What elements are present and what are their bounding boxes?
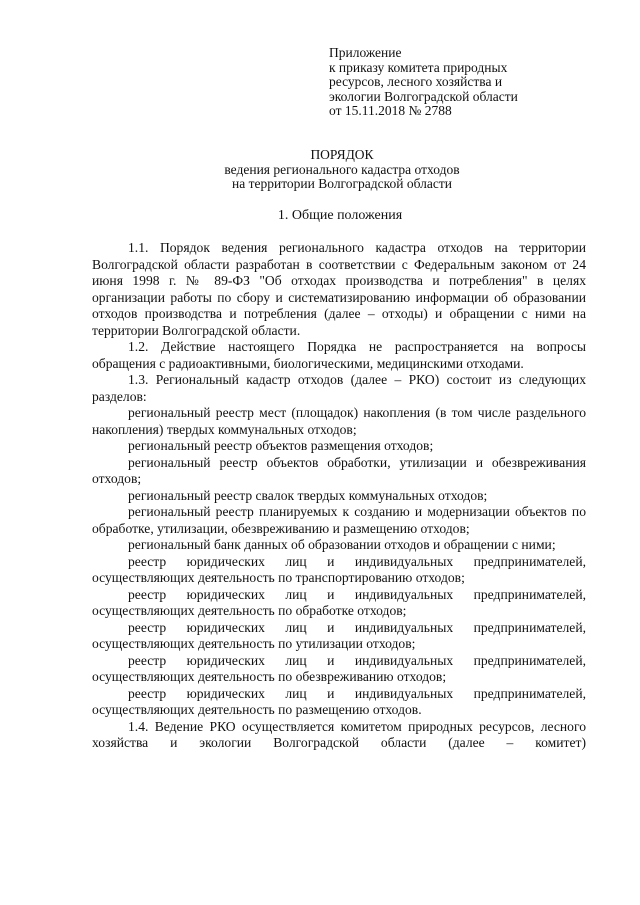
document-title <box>0 148 640 192</box>
list-item-5: региональный реестр планируемых к созданию и модернизации объектов по обработке, утилизации, обезвреживанию и размещению отходов; <box>92 504 586 536</box>
appendix-block <box>329 46 518 119</box>
appendix-line-1: Приложение <box>329 45 402 60</box>
list-item-7: реестр юридических лиц и индивидуальных предпринимателей, осуществляющих деятельность по транспортированию отходов; <box>92 553 586 585</box>
appendix-line-4: экологии Волгоградской области <box>329 88 518 104</box>
list-item-6: региональный банк данных об образовании отходов и обращении с ними; <box>128 537 556 552</box>
title-sub-2: на территории Волгоградской области <box>231 176 452 192</box>
section-heading: 1. Общие положения <box>277 208 403 223</box>
list-item-3: региональный реестр объектов обработки, утилизации и обезвреживания отходов; <box>92 454 586 486</box>
list-item-2: региональный реестр объектов размещения отходов; <box>128 438 434 453</box>
paragraph-1-3: 1.3. Региональный кадастр отходов (далее – РКО) состоит из следующих разделов: <box>92 372 586 404</box>
list-item-9: реестр юридических лиц и индивидуальных предпринимателей, осуществляющих деятельность по утилизации отходов; <box>92 619 586 651</box>
list-item-10: реестр юридических лиц и индивидуальных предпринимателей, осуществляющих деятельность по обезвреживанию отходов; <box>92 652 586 684</box>
title-main: ПОРЯДОК <box>310 147 374 162</box>
paragraph-1-1: 1.1. Порядок ведения регионального кадастра отходов на территории Волгоградской области разработан в соответствии с Федеральным законом от 24 июня 1998 г. № 89-ФЗ "Об отходах производства и потребления" в целях организации работы по сбору и систематизированию информации об образовании отходов производства и потребления (далее – отходы) и обращении с ними на территории Волгоградской области. <box>92 240 586 338</box>
document-body <box>92 240 586 752</box>
list-item-8: реестр юридических лиц и индивидуальных предпринимателей, осуществляющих деятельность по обработке отходов; <box>92 586 586 618</box>
paragraph-1-4: 1.4. Ведение РКО осуществляется комитетом природных ресурсов, лесного хозяйства и экологии Волгоградской области (далее – комитет) <box>92 718 586 750</box>
appendix-line-5: от 15.11.2018 № 2788 <box>329 103 452 119</box>
appendix-line-3: ресурсов, лесного хозяйства и <box>329 74 503 90</box>
list-item-4: региональный реестр свалок твердых коммунальных отходов; <box>128 487 488 503</box>
title-sub-1: ведения регионального кадастра отходов <box>224 161 460 177</box>
paragraph-1-2: 1.2. Действие настоящего Порядка не распространяется на вопросы обращения с радиоактивными, биологическими, медицинскими отходами. <box>92 339 586 371</box>
list-item-1: региональный реестр мест (площадок) накопления (в том числе раздельного накопления) твердых коммунальных отходов; <box>92 405 586 437</box>
appendix-line-2: к приказу комитета природных <box>329 59 508 75</box>
list-item-11: реестр юридических лиц и индивидуальных предпринимателей, осуществляющих деятельность по размещению отходов. <box>92 685 586 717</box>
